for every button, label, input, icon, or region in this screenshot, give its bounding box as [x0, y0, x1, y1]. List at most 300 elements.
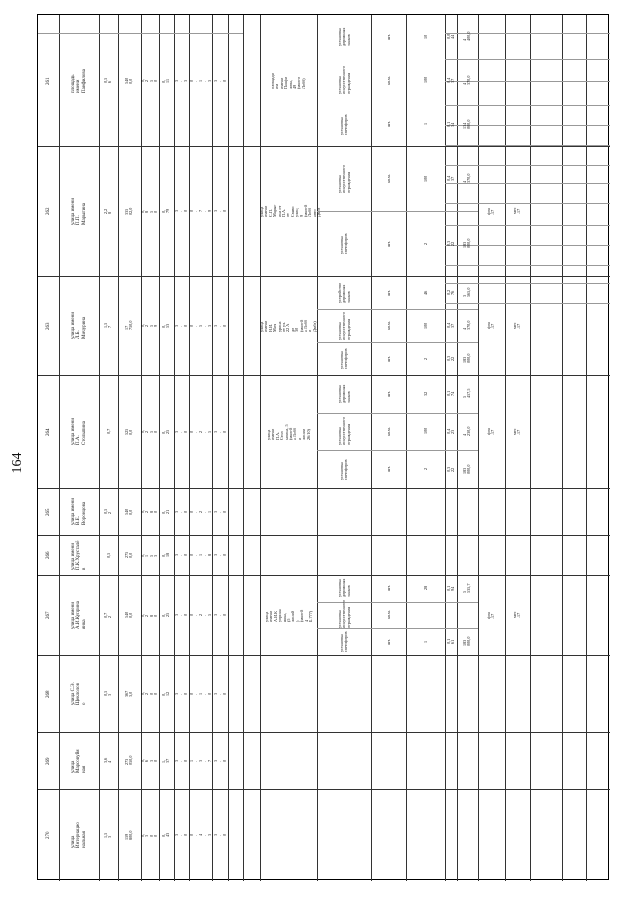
- value-c9: 3 . 0: [212, 833, 227, 836]
- work-cost: 0,3 22: [445, 355, 455, 361]
- work-name-cell: [317, 309, 371, 342]
- value-c7-cell: [174, 789, 189, 881]
- work-amount-cell: [457, 450, 478, 488]
- work-amount: 4 230,0: [462, 426, 472, 436]
- value-c5: 0, 2 8 0: [140, 613, 159, 617]
- work-cost-cell: [445, 146, 457, 211]
- work-unit: кв.м.: [385, 174, 391, 183]
- work-cost-cell: [445, 59, 457, 103]
- street-name: улица Марсовуйя ная: [71, 748, 87, 773]
- value-c4: 540 0,0: [124, 611, 134, 618]
- value-c7-cell: [174, 15, 189, 146]
- work-cost: 0,4 37: [445, 175, 455, 181]
- street-name: улица имени П.А. Столыпина: [71, 417, 87, 445]
- work-name: установка светофоров: [338, 233, 348, 254]
- value-c7-cell: [174, 535, 189, 575]
- value-c4-cell: [118, 535, 141, 575]
- street-name: улица имени В.Е. Воронцова: [71, 497, 87, 525]
- work-unit-cell: [371, 575, 406, 602]
- work-quantity-cell: [406, 375, 445, 413]
- value-c3-cell: [99, 276, 118, 375]
- work-unit: кв.м.: [385, 610, 391, 620]
- object-description-cell: [259, 146, 322, 276]
- work-cost-cell: [445, 276, 457, 309]
- value-c3: 0,7: [105, 428, 111, 434]
- value-c8: 0 . 2 . 1: [188, 510, 212, 513]
- work-name: установка искусственного ограждения: [336, 66, 351, 95]
- value-c3: 2,2 8: [103, 208, 113, 214]
- value-c4: 275 0,0: [124, 551, 134, 558]
- work-cost-cell: [445, 628, 457, 655]
- work-unit: шт.: [385, 121, 391, 128]
- work-cost: 0,2 76: [445, 289, 455, 295]
- work-amount-cell: [457, 309, 478, 342]
- value-c7-cell: [174, 575, 189, 655]
- value-c4-cell: [118, 15, 141, 146]
- street-name: улица С.Э. Щеклолов о: [71, 682, 87, 705]
- value-c7-cell: [174, 488, 189, 535]
- work-quantity-cell: [406, 342, 445, 375]
- work-unit: кв.м.: [385, 76, 391, 85]
- work-cost-cell: [445, 575, 457, 602]
- work-cost: 0,0 44: [445, 34, 455, 40]
- work-quantity-cell: [406, 309, 445, 342]
- work-name: установка светофоров: [338, 459, 348, 480]
- street-name: площадь имени Панфилова: [71, 68, 87, 93]
- value-c5: 0, 6 3 0: [140, 758, 159, 762]
- value-c5: 0, 2 5 9: [140, 323, 159, 327]
- object-description-cell: [260, 15, 317, 146]
- work-amount-cell: [457, 276, 478, 309]
- value-c5-cell: [141, 276, 159, 375]
- work-unit-cell: [371, 413, 406, 451]
- value-c8-cell: [189, 15, 212, 146]
- work-name: установка искусственного ограждения: [336, 164, 351, 193]
- row-number-cell: [38, 375, 59, 488]
- work-name-cell: [317, 211, 371, 276]
- row-number: 268: [46, 690, 51, 698]
- row-number-cell: [38, 146, 59, 276]
- value-c9-cell: [212, 789, 228, 881]
- value-c7-cell: [174, 375, 189, 488]
- value-c3-cell: [99, 575, 118, 655]
- value-c8: 1 . 3 . 7: [188, 759, 212, 762]
- street-name-cell: [59, 655, 99, 732]
- value-c5: 0, 1 5 3: [140, 553, 159, 557]
- value-c6: 0, 11: [161, 78, 171, 83]
- street-name-cell: [59, 789, 99, 881]
- street-name-cell: [59, 575, 99, 655]
- work-cost: 0,4 37: [445, 322, 455, 328]
- work-name-cell: [317, 375, 371, 413]
- value-c5-cell: [141, 789, 159, 881]
- deadline: мес .17: [512, 611, 522, 618]
- value-c4-cell: [118, 375, 141, 488]
- work-name-cell: [317, 628, 371, 655]
- street-name-cell: [59, 488, 99, 535]
- work-amount-cell: [457, 413, 478, 451]
- street-name: улица имени П.П. Марыгина: [71, 197, 87, 225]
- value-c9: 3 . 0: [212, 510, 227, 513]
- work-unit-cell: [371, 211, 406, 276]
- value-c7: 3 . 0: [174, 209, 188, 212]
- work-amount-cell: [457, 211, 478, 276]
- work-unit: шт.: [385, 34, 391, 40]
- work-quantity-cell: [406, 575, 445, 602]
- value-c5: 0, 2 8 0: [140, 509, 159, 513]
- deadline: мес .17: [512, 207, 522, 214]
- value-c7: 3 . 0: [174, 510, 188, 513]
- deadline-cell: [505, 575, 530, 655]
- value-c5-cell: [141, 488, 159, 535]
- work-quantity-cell: [406, 146, 445, 211]
- value-c9: 3 . 0: [212, 613, 227, 616]
- work-quantity-cell: [406, 15, 445, 59]
- work-quantity-cell: [406, 59, 445, 103]
- value-c3: 0,5 3: [103, 690, 113, 696]
- work-unit-cell: [371, 15, 406, 59]
- row-number-cell: [38, 575, 59, 655]
- value-c3-cell: [99, 375, 118, 488]
- object-description: улица имени Н.И. Мич урина от ул. 22 А до 30 (многй а Лобб и Дмбз): [259, 319, 317, 332]
- row-number-cell: [38, 732, 59, 789]
- value-c3-cell: [99, 655, 118, 732]
- work-name: установка искусственного ограждения: [336, 600, 351, 629]
- object-description-cell: [260, 575, 317, 655]
- work-name-cell: [317, 413, 371, 451]
- object-description-cell: [260, 375, 317, 488]
- work-unit: шт.: [385, 466, 391, 473]
- funding-source-cell: [478, 375, 505, 488]
- work-cost: 0,4 23: [445, 428, 455, 434]
- value-c9-cell: [212, 146, 228, 276]
- work-name-cell: [317, 146, 371, 211]
- value-c9: 3 . 0: [212, 759, 227, 762]
- value-c4-cell: [118, 575, 141, 655]
- row-number: 269: [46, 757, 51, 765]
- row-number: 266: [46, 551, 51, 559]
- value-c7-cell: [174, 146, 189, 276]
- work-name-cell: [317, 575, 371, 602]
- value-c9-cell: [212, 732, 228, 789]
- value-c3: 0,5 2: [103, 508, 113, 514]
- street-name-cell: [59, 15, 99, 146]
- work-name-cell: [317, 15, 371, 59]
- work-unit: шт.: [385, 585, 391, 592]
- value-c6-cell: [159, 575, 174, 655]
- work-unit-cell: [371, 628, 406, 655]
- work-name-cell: [317, 276, 371, 309]
- work-name: установка искусственного ограждения: [336, 311, 351, 340]
- row-number-cell: [38, 276, 59, 375]
- value-c6-cell: [159, 655, 174, 732]
- work-amount: 5 535,7: [462, 583, 472, 593]
- work-cost-cell: [445, 342, 457, 375]
- work-name-cell: [317, 342, 371, 375]
- work-cost: 0,1 74: [445, 391, 455, 397]
- value-c6: 0, 12: [161, 691, 171, 696]
- value-c6: 0, 21: [161, 509, 171, 514]
- value-c4: 159 800,0: [124, 830, 134, 840]
- work-unit-cell: [371, 450, 406, 488]
- object-description-cell: [260, 276, 317, 375]
- value-c8: 0 . 4 . 3: [188, 833, 212, 836]
- work-name-cell: [317, 102, 371, 146]
- work-cost-cell: [445, 602, 457, 629]
- work-cost: 0,4 37: [445, 77, 455, 83]
- value-c6: 1, 37: [161, 758, 171, 763]
- work-name-cell: [317, 602, 371, 629]
- funding-source: фон .17: [486, 321, 496, 329]
- work-amount: 4 370,0: [462, 75, 472, 85]
- value-c3-cell: [99, 15, 118, 146]
- value-c5-cell: [141, 15, 159, 146]
- object-description: улица имени А.И.К уприна янка, (5 линий ) (многй 4 Б.777): [263, 608, 313, 622]
- value-c6-cell: [159, 535, 174, 575]
- work-name: установка светофоров: [338, 631, 348, 653]
- street-name: улица имени П.К.Хрусталё в: [71, 540, 87, 570]
- value-c5-cell: [141, 375, 159, 488]
- work-amount-cell: [457, 575, 478, 602]
- value-c3-cell: [99, 146, 118, 276]
- value-c8-cell: [189, 655, 212, 732]
- value-c8: 0 . 1 . 8: [188, 553, 212, 556]
- value-c4: 540 0,0: [124, 508, 134, 515]
- work-name: установка дорожных знаков: [336, 578, 351, 598]
- value-c9: 3 . 0: [212, 553, 227, 556]
- object-description: улица имени С.П. Марыг ина от П.А. от Связи улиц 9 (многй Лобб авто Дмбз: [259, 204, 322, 217]
- value-c6-cell: [159, 146, 174, 276]
- value-c4-cell: [118, 655, 141, 732]
- street-name-cell: [59, 276, 99, 375]
- work-unit-cell: [371, 342, 406, 375]
- value-c9: 3 . 0: [212, 430, 227, 433]
- work-amount-cell: [457, 15, 478, 59]
- work-unit: шт.: [385, 638, 391, 645]
- work-name-cell: [317, 59, 371, 103]
- work-quantity: 1: [422, 640, 428, 643]
- value-c6-cell: [159, 15, 174, 146]
- street-name-cell: [59, 535, 99, 575]
- work-unit-cell: [371, 146, 406, 211]
- work-amount: 183 000,0: [462, 636, 472, 647]
- deadline-cell: [505, 146, 530, 276]
- work-unit-cell: [371, 602, 406, 629]
- work-amount: 183 000,0: [462, 464, 472, 474]
- value-c3: 0,5: [105, 552, 111, 558]
- row-number: 267: [46, 611, 51, 619]
- value-c4-cell: [118, 146, 141, 276]
- value-c8-cell: [189, 535, 212, 575]
- value-c7: 3 . 0: [174, 759, 188, 762]
- value-c6-cell: [159, 375, 174, 488]
- value-c6: 0, 18: [161, 552, 171, 557]
- value-c3: 1,5 7: [103, 322, 113, 328]
- work-quantity: 1: [422, 123, 428, 126]
- value-c6-cell: [159, 789, 174, 881]
- value-c3-cell: [99, 732, 118, 789]
- value-c9: 3 . 0: [212, 209, 227, 212]
- value-c8: 0 . 2 . 5: [188, 430, 212, 433]
- value-c8: 0 . 2 . 5: [188, 613, 212, 616]
- deadline: мес .17: [512, 428, 522, 435]
- deadline-cell: [505, 276, 530, 375]
- work-unit: кв.м.: [385, 427, 391, 436]
- value-c6: 0, 53: [161, 323, 171, 328]
- value-c5-cell: [141, 575, 159, 655]
- work-cost-cell: [445, 309, 457, 342]
- work-cost: 0,1 94: [445, 585, 455, 591]
- value-c9-cell: [212, 488, 228, 535]
- row-number-cell: [38, 789, 59, 881]
- value-c8-cell: [189, 789, 212, 881]
- work-quantity-cell: [406, 450, 445, 488]
- value-c8: 0 . 5 . 3: [188, 324, 212, 327]
- work-amount: 134 000,0: [462, 119, 472, 129]
- value-c9-cell: [212, 655, 228, 732]
- value-c3-cell: [99, 488, 118, 535]
- page-number: 164: [10, 452, 25, 474]
- object-description: улица имени П.А. Стол ыпина, 5 (многй а Лобб и линии 26/10): [265, 423, 311, 440]
- value-c5: 0, 3 0 0: [140, 833, 159, 837]
- value-c4-cell: [118, 732, 141, 789]
- work-quantity: 100: [422, 77, 428, 84]
- value-c4: 335 02,0: [124, 207, 134, 215]
- value-c7: 3 . 0: [174, 324, 188, 327]
- work-name: устройство дорожных знаков: [336, 282, 351, 303]
- work-quantity-cell: [406, 602, 445, 629]
- value-c5-cell: [141, 732, 159, 789]
- value-c6: 0, 25: [161, 429, 171, 434]
- work-name: установка светофоров: [338, 114, 348, 135]
- street-name-cell: [59, 375, 99, 488]
- row-number: 270: [46, 831, 51, 839]
- work-amount-cell: [457, 342, 478, 375]
- work-unit: шт.: [385, 355, 391, 362]
- value-c5-cell: [141, 655, 159, 732]
- work-name: установка искусственного ограждения: [336, 417, 351, 446]
- funding-source-cell: [478, 276, 505, 375]
- work-cost-cell: [445, 450, 457, 488]
- work-unit: кв.м.: [385, 321, 391, 330]
- work-amount: 3 565,0: [462, 287, 472, 297]
- funding-source-cell: [478, 575, 505, 655]
- value-c9: 3 . 0: [212, 692, 227, 695]
- value-c5-cell: [141, 146, 159, 276]
- work-amount-cell: [457, 375, 478, 413]
- work-unit: шт.: [385, 240, 391, 247]
- work-quantity: 10: [422, 34, 428, 39]
- row-number-cell: [38, 655, 59, 732]
- row-number: 262: [46, 207, 51, 215]
- funding-source: фон .17: [486, 611, 496, 619]
- work-amount: 4 370,0: [462, 173, 472, 183]
- row-number-cell: [38, 15, 59, 146]
- work-quantity: 28: [422, 586, 428, 591]
- value-c8: 0 . 1 . 3: [188, 79, 212, 82]
- value-c6-cell: [159, 732, 174, 789]
- value-c8-cell: [189, 146, 212, 276]
- work-quantity: 32: [422, 391, 428, 396]
- value-c9-cell: [212, 276, 228, 375]
- work-quantity: 100: [422, 428, 428, 435]
- value-c4: 367 3,0: [124, 690, 134, 697]
- value-c9-cell: [212, 375, 228, 488]
- value-c4: 17 750,0: [124, 320, 134, 330]
- street-name: улица Интернацио нальная: [71, 822, 87, 848]
- row-number: 264: [46, 428, 51, 436]
- work-amount-cell: [457, 146, 478, 211]
- value-c7: 3 . 0: [174, 553, 188, 556]
- work-amount: 4 370,0: [462, 320, 472, 330]
- work-unit: шт.: [385, 391, 391, 397]
- value-c5: 0, 2 5 0: [140, 78, 159, 82]
- value-c7: 3 . 3: [174, 79, 188, 82]
- value-c7: 3 . 0: [174, 430, 188, 433]
- work-cost-cell: [445, 15, 457, 59]
- work-unit-cell: [371, 309, 406, 342]
- value-c5: 0, 2 5 0: [140, 429, 159, 433]
- value-c9-cell: [212, 575, 228, 655]
- work-quantity: 2: [422, 357, 428, 360]
- object-description: площади им имени Панфи лова, 49 (много Лобб): [270, 72, 306, 89]
- work-quantity: 2: [422, 468, 428, 471]
- work-quantity-cell: [406, 628, 445, 655]
- work-amount: 5 457,5: [462, 388, 472, 399]
- funding-source: фон .17: [486, 207, 496, 215]
- value-c6: 0, 79: [161, 208, 171, 213]
- work-amount: 183 000,0: [462, 238, 472, 248]
- work-quantity-cell: [406, 276, 445, 309]
- work-quantity: 100: [422, 322, 428, 329]
- value-c4: 540 0,0: [124, 77, 134, 84]
- table-column-rule: [228, 15, 229, 881]
- value-c9-cell: [212, 535, 228, 575]
- value-c4-cell: [118, 488, 141, 535]
- work-cost-cell: [445, 413, 457, 451]
- value-c7: 3 . 0: [174, 833, 188, 836]
- work-amount-cell: [457, 602, 478, 629]
- work-cost-cell: [445, 211, 457, 276]
- value-c8-cell: [189, 732, 212, 789]
- value-c9: 3 . 0: [212, 79, 227, 82]
- value-c9-cell: [212, 15, 228, 146]
- work-quantity: 2: [422, 242, 428, 245]
- value-c9: 3 . 0: [212, 324, 227, 327]
- work-quantity-cell: [406, 413, 445, 451]
- work-name: установка светофоров: [338, 348, 348, 369]
- value-c8: 0 . 1 . 0: [188, 692, 212, 695]
- funding-source: фон .17: [486, 427, 496, 435]
- work-amount-cell: [457, 628, 478, 655]
- work-name-cell: [317, 450, 371, 488]
- work-cost: 0,1 34: [445, 121, 455, 127]
- work-cost: 0,3 22: [445, 240, 455, 246]
- work-amount-cell: [457, 102, 478, 146]
- value-c3: 3,6 4: [103, 757, 113, 763]
- value-c7-cell: [174, 276, 189, 375]
- funding-source-cell: [478, 146, 505, 276]
- row-number: 263: [46, 322, 51, 330]
- value-c6: 0, 25: [161, 612, 171, 617]
- street-name: улица имени Л.Б. Мичурина: [71, 311, 87, 339]
- value-c3-cell: [99, 535, 118, 575]
- work-unit-cell: [371, 276, 406, 309]
- value-c5-cell: [141, 535, 159, 575]
- rotated-table: [37, 14, 609, 880]
- work-cost-cell: [445, 102, 457, 146]
- deadline: мес .17: [512, 322, 522, 329]
